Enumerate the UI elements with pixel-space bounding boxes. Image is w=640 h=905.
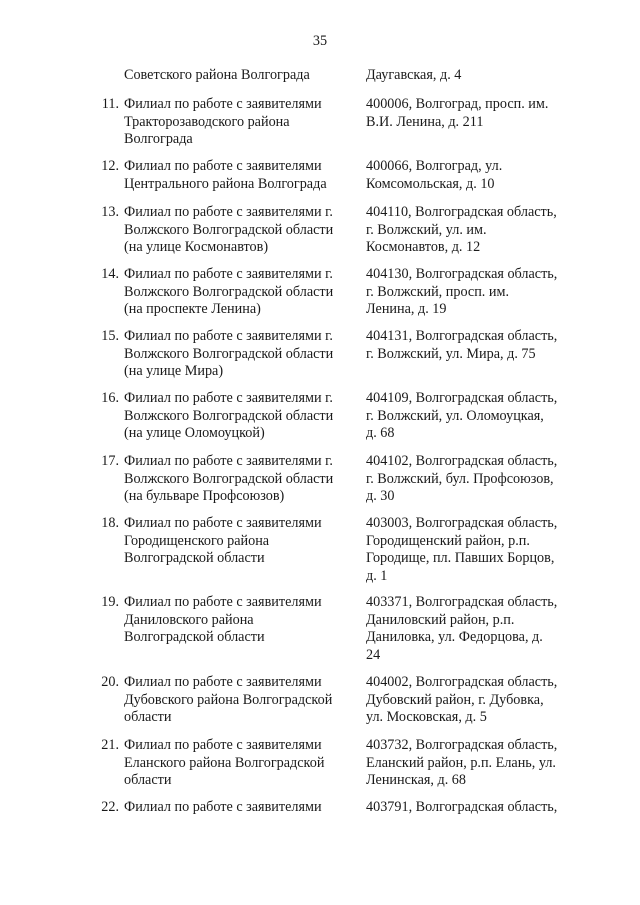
branch-name: Филиал по работе с заявителями Дубовского района Волгоградской области [124,674,333,726]
branch-name: Филиал по работе с заявителями Городищенского района Волгоградской области [124,515,322,567]
branch-address: 400066, Волгоград, ул. Комсомольская, д. 10 [366,158,503,192]
branch-name: Филиал по работе с заявителями г. Волжского Волгоградской области (на проспекте Ленина) [124,266,334,318]
branch-address: 404110, Волгоградская область, г. Волжский, ул. им. Космонавтов, д. 12 [366,204,557,256]
entry-number: 21. [101,737,119,753]
branch-name: Филиал по работе с заявителями г. Волжского Волгоградской области (на бульваре Профсоюзов) [124,453,334,505]
entry-number: 16. [101,390,119,406]
branch-address: 404131, Волгоградская область, г. Волжский, ул. Мира, д. 75 [366,328,558,362]
page-number: 35 [312,33,328,49]
branch-address: 403003, Волгоградская область, Городищенский район, р.п. Городище, пл. Павших Борцов, д. 1 [366,515,558,584]
entry-number: 11. [101,96,119,112]
entry-number: 13. [101,204,119,220]
branch-name: Филиал по работе с заявителями Тракторозаводского района Волгограда [124,96,322,148]
branch-name: Филиал по работе с заявителями г. Волжского Волгоградской области (на улице Оломоуцкой) [124,390,334,442]
entry-number: 22. [101,799,119,815]
entry-number: 14. [101,266,119,282]
entry-number: 12. [101,158,119,174]
branch-address: Даугавская, д. 4 [366,67,462,83]
branch-address: 404002, Волгоградская область, Дубовский район, г. Дубовка, ул. Московская, д. 5 [366,674,558,726]
entry-number: 15. [101,328,119,344]
branch-name: Филиал по работе с заявителями г. Волжского Волгоградской области (на улице Космонавтов) [124,204,334,256]
branch-address: 404130, Волгоградская область, г. Волжский, просп. им. Ленина, д. 19 [366,266,558,318]
branch-name: Филиал по работе с заявителями Центрального района Волгограда [124,158,327,192]
branch-address: 400006, Волгоград, просп. им. В.И. Ленина, д. 211 [366,96,549,130]
branch-name: Филиал по работе с заявителями г. Волжского Волгоградской области (на улице Мира) [124,328,334,380]
branch-address: 404109, Волгоградская область, г. Волжский, ул. Оломоуцкая, д. 68 [366,390,558,442]
entry-number: 18. [101,515,119,531]
branch-name: Филиал по работе с заявителями Даниловского района Волгоградской области [124,594,322,646]
entry-number: 19. [101,594,119,610]
entry-number: 20. [101,674,119,690]
branch-name: Советского района Волгограда [124,67,310,83]
branch-name: Филиал по работе с заявителями Еланского района Волгоградской области [124,737,325,789]
branch-address: 403791, Волгоградская область, [366,799,558,815]
branch-address: 403371, Волгоградская область, Даниловский район, р.п. Даниловка, ул. Федорцова, д. 24 [366,594,558,663]
branch-name: Филиал по работе с заявителями [124,799,322,815]
branch-address: 403732, Волгоградская область, Еланский район, р.п. Елань, ул. Ленинская, д. 68 [366,737,558,789]
entry-number: 17. [101,453,119,469]
branch-address: 404102, Волгоградская область, г. Волжский, бул. Профсоюзов, д. 30 [366,453,558,505]
